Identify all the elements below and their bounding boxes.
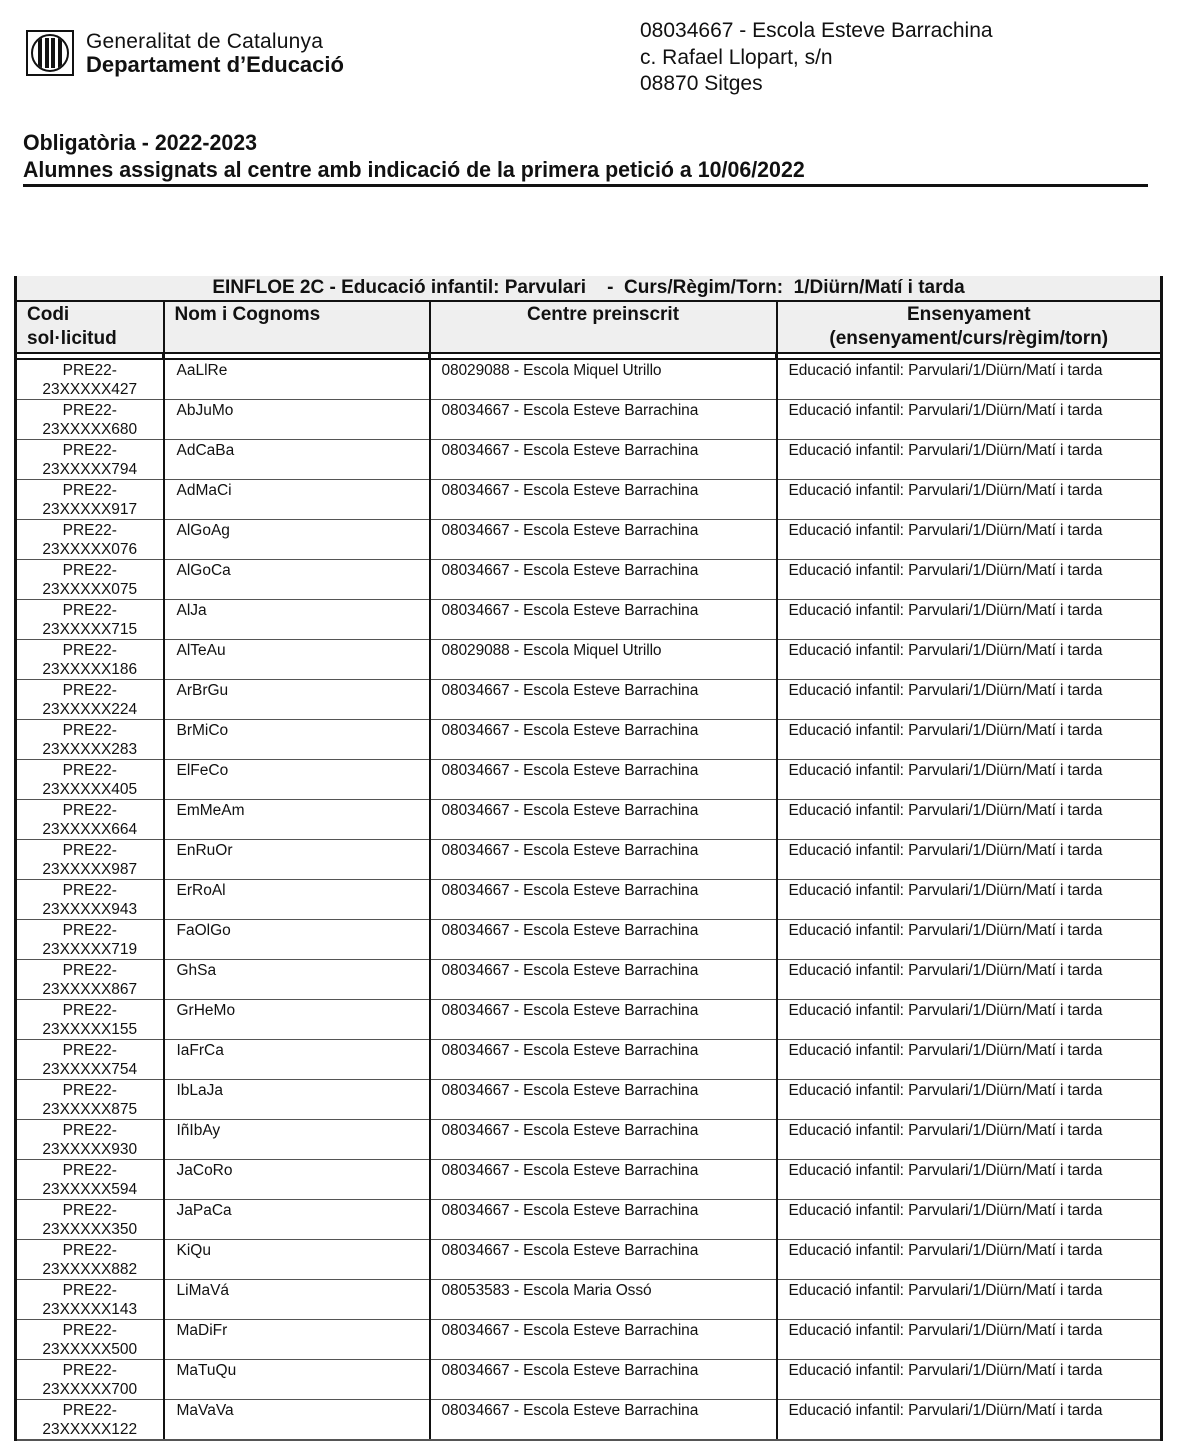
cell-centre <box>430 880 777 920</box>
centre-preinscrit: 08034667 - Escola Esteve Barrachina <box>441 1242 699 1259</box>
ensenyament: Educació infantil: Parvulari/1/Diürn/Matí i tarda <box>788 522 1103 539</box>
student-name: AdMaCi <box>176 482 232 499</box>
cell-centre <box>430 800 777 840</box>
ensenyament: Educació infantil: Parvulari/1/Diürn/Matí i tarda <box>788 842 1103 859</box>
ensenyament: Educació infantil: Parvulari/1/Diürn/Matí i tarda <box>788 762 1103 779</box>
table-banner: EINFLOE 2C - Educació infantil: Parvulari - Curs/Règim/Torn: 1/Diürn/Matí i tarda <box>16 276 1162 301</box>
student-name: FaOlGo <box>176 922 231 939</box>
column-header-ensenyament: Ensenyament (ensenyament/curs/règim/torn) <box>777 301 1162 353</box>
code-prefix: PRE22- <box>62 1082 117 1099</box>
cell-name <box>164 1040 430 1080</box>
centre-preinscrit: 08034667 - Escola Esteve Barrachina <box>441 922 699 939</box>
ensenyament: Educació infantil: Parvulari/1/Diürn/Matí i tarda <box>788 1122 1103 1139</box>
cell-centre <box>430 560 777 600</box>
school-name: 08034667 - Escola Esteve Barrachina <box>640 19 993 42</box>
ensenyament: Educació infantil: Parvulari/1/Diürn/Matí i tarda <box>788 1322 1103 1339</box>
code-prefix: PRE22- <box>62 722 117 739</box>
cell-code <box>16 1320 164 1360</box>
cell-code <box>16 1240 164 1280</box>
student-name: GrHeMo <box>176 1002 236 1019</box>
code-suffix: 23XXXXX719 <box>42 941 138 958</box>
centre-preinscrit: 08034667 - Escola Esteve Barrachina <box>441 722 699 739</box>
code-suffix: 23XXXXX987 <box>42 861 138 878</box>
table-row <box>16 1200 1162 1240</box>
centre-preinscrit: 08029088 - Escola Miquel Utrillo <box>441 642 662 659</box>
cell-centre <box>430 1280 777 1320</box>
student-name: MaDiFr <box>176 1322 228 1339</box>
cell-ensenyament <box>777 1240 1162 1280</box>
cell-ensenyament <box>777 920 1162 960</box>
document-titles <box>23 129 1148 187</box>
cell-centre <box>430 1320 777 1360</box>
student-name: KiQu <box>176 1242 211 1259</box>
cell-ensenyament <box>777 760 1162 800</box>
column-header-code: Codi sol·licitud <box>16 301 164 353</box>
cell-centre <box>430 1160 777 1200</box>
student-name: AlGoAg <box>176 522 230 539</box>
centre-preinscrit: 08053583 - Escola Maria Ossó <box>441 1282 652 1299</box>
cell-centre <box>430 640 777 680</box>
cell-name <box>164 720 430 760</box>
code-prefix: PRE22- <box>62 602 117 619</box>
centre-preinscrit: 08034667 - Escola Esteve Barrachina <box>441 882 699 899</box>
centre-preinscrit: 08034667 - Escola Esteve Barrachina <box>441 682 699 699</box>
cell-centre <box>430 1000 777 1040</box>
cell-name <box>164 800 430 840</box>
code-prefix: PRE22- <box>62 482 117 499</box>
ensenyament: Educació infantil: Parvulari/1/Diürn/Matí i tarda <box>788 1202 1103 1219</box>
student-name: AlGoCa <box>176 562 231 579</box>
code-prefix: PRE22- <box>62 1202 117 1219</box>
cell-code <box>16 840 164 880</box>
student-name: LiMaVá <box>176 1282 230 1299</box>
table-row <box>16 1240 1162 1280</box>
centre-preinscrit: 08034667 - Escola Esteve Barrachina <box>441 842 699 859</box>
cell-centre <box>430 600 777 640</box>
cell-code <box>16 800 164 840</box>
cell-centre <box>430 1040 777 1080</box>
cell-name <box>164 1320 430 1360</box>
centre-preinscrit: 08034667 - Escola Esteve Barrachina <box>441 562 699 579</box>
code-prefix: PRE22- <box>62 1242 117 1259</box>
code-prefix: PRE22- <box>62 1282 117 1299</box>
centre-preinscrit: 08034667 - Escola Esteve Barrachina <box>441 1402 699 1419</box>
code-suffix: 23XXXXX594 <box>42 1181 138 1198</box>
generalitat-logo <box>26 30 344 76</box>
cell-centre <box>430 720 777 760</box>
code-suffix: 23XXXXX700 <box>42 1381 138 1398</box>
cell-centre <box>430 1240 777 1280</box>
code-prefix: PRE22- <box>62 962 117 979</box>
centre-preinscrit: 08034667 - Escola Esteve Barrachina <box>441 1162 699 1179</box>
cell-centre <box>430 1200 777 1240</box>
code-suffix: 23XXXXX882 <box>42 1261 138 1278</box>
cell-name <box>164 1000 430 1040</box>
cell-centre <box>430 520 777 560</box>
cell-ensenyament <box>777 1160 1162 1200</box>
cell-code <box>16 760 164 800</box>
code-prefix: PRE22- <box>62 1042 117 1059</box>
student-name: AdCaBa <box>176 442 235 459</box>
ensenyament: Educació infantil: Parvulari/1/Diürn/Matí i tarda <box>788 1082 1103 1099</box>
table-row <box>16 1280 1162 1320</box>
ensenyament: Educació infantil: Parvulari/1/Diürn/Matí i tarda <box>788 1402 1103 1419</box>
centre-preinscrit: 08034667 - Escola Esteve Barrachina <box>441 402 699 419</box>
centre-preinscrit: 08029088 - Escola Miquel Utrillo <box>441 362 662 379</box>
cell-ensenyament <box>777 520 1162 560</box>
cell-centre <box>430 480 777 520</box>
ensenyament: Educació infantil: Parvulari/1/Diürn/Matí i tarda <box>788 482 1103 499</box>
student-name: JaPaCa <box>176 1202 232 1219</box>
cell-code <box>16 1200 164 1240</box>
cell-code <box>16 600 164 640</box>
students-table <box>14 276 1163 1441</box>
cell-ensenyament <box>777 1120 1162 1160</box>
cell-centre <box>430 1400 777 1441</box>
ensenyament: Educació infantil: Parvulari/1/Diürn/Matí i tarda <box>788 1282 1103 1299</box>
table-row <box>16 1080 1162 1120</box>
cell-ensenyament <box>777 359 1162 400</box>
ensenyament: Educació infantil: Parvulari/1/Diürn/Matí i tarda <box>788 722 1103 739</box>
cell-code <box>16 480 164 520</box>
code-prefix: PRE22- <box>62 682 117 699</box>
ensenyament: Educació infantil: Parvulari/1/Diürn/Matí i tarda <box>788 562 1103 579</box>
cell-name <box>164 680 430 720</box>
cell-code <box>16 1000 164 1040</box>
cell-name <box>164 400 430 440</box>
school-street: c. Rafael Llopart, s/n <box>640 45 833 69</box>
cell-name <box>164 440 430 480</box>
centre-preinscrit: 08034667 - Escola Esteve Barrachina <box>441 1122 699 1139</box>
logo-line2: Departament d’Educació <box>86 52 344 77</box>
table-row <box>16 400 1162 440</box>
cell-name <box>164 520 430 560</box>
cell-name <box>164 480 430 520</box>
cell-code <box>16 1280 164 1320</box>
code-suffix: 23XXXXX500 <box>42 1341 138 1358</box>
table-row <box>16 440 1162 480</box>
cell-ensenyament <box>777 480 1162 520</box>
student-name: EnRuOr <box>176 842 233 859</box>
cell-name <box>164 359 430 400</box>
code-suffix: 23XXXXX224 <box>42 701 138 718</box>
cell-name <box>164 1080 430 1120</box>
student-name: MaTuQu <box>176 1362 237 1379</box>
ensenyament: Educació infantil: Parvulari/1/Diürn/Matí i tarda <box>788 1242 1103 1259</box>
centre-preinscrit: 08034667 - Escola Esteve Barrachina <box>441 962 699 979</box>
ensenyament: Educació infantil: Parvulari/1/Diürn/Matí i tarda <box>788 962 1103 979</box>
table-row <box>16 920 1162 960</box>
centre-preinscrit: 08034667 - Escola Esteve Barrachina <box>441 482 699 499</box>
cell-code <box>16 400 164 440</box>
table-row <box>16 640 1162 680</box>
code-prefix: PRE22- <box>62 1002 117 1019</box>
table-row <box>16 760 1162 800</box>
ensenyament: Educació infantil: Parvulari/1/Diürn/Matí i tarda <box>788 1162 1103 1179</box>
code-suffix: 23XXXXX794 <box>42 461 138 478</box>
logo-line1: Generalitat de Catalunya <box>86 30 324 53</box>
ensenyament: Educació infantil: Parvulari/1/Diürn/Matí i tarda <box>788 882 1103 899</box>
code-suffix: 23XXXXX930 <box>42 1141 138 1158</box>
cell-ensenyament <box>777 680 1162 720</box>
code-prefix: PRE22- <box>62 402 117 419</box>
centre-preinscrit: 08034667 - Escola Esteve Barrachina <box>441 522 699 539</box>
student-name: ElFeCo <box>176 762 229 779</box>
cell-name <box>164 1280 430 1320</box>
student-name: MaVaVa <box>176 1402 234 1419</box>
cell-ensenyament <box>777 1200 1162 1240</box>
cell-ensenyament <box>777 1000 1162 1040</box>
code-suffix: 23XXXXX917 <box>42 501 138 518</box>
school-city: 08870 Sitges <box>640 72 763 95</box>
cell-code <box>16 359 164 400</box>
code-suffix: 23XXXXX427 <box>42 381 138 398</box>
code-prefix: PRE22- <box>62 922 117 939</box>
cell-name <box>164 1360 430 1400</box>
table-row <box>16 560 1162 600</box>
ensenyament: Educació infantil: Parvulari/1/Diürn/Matí i tarda <box>788 682 1103 699</box>
code-prefix: PRE22- <box>62 1122 117 1139</box>
code-prefix: PRE22- <box>62 762 117 779</box>
code-prefix: PRE22- <box>62 1322 117 1339</box>
code-prefix: PRE22- <box>62 442 117 459</box>
ensenyament: Educació infantil: Parvulari/1/Diürn/Matí i tarda <box>788 602 1103 619</box>
student-name: ErRoAl <box>176 882 226 899</box>
centre-preinscrit: 08034667 - Escola Esteve Barrachina <box>441 762 699 779</box>
cell-ensenyament <box>777 960 1162 1000</box>
table-row <box>16 680 1162 720</box>
code-suffix: 23XXXXX664 <box>42 821 138 838</box>
table-row <box>16 800 1162 840</box>
table-row <box>16 1000 1162 1040</box>
ensenyament: Educació infantil: Parvulari/1/Diürn/Matí i tarda <box>788 802 1103 819</box>
cell-name <box>164 1200 430 1240</box>
student-name: EmMeAm <box>176 802 245 819</box>
code-suffix: 23XXXXX155 <box>42 1021 138 1038</box>
cell-ensenyament <box>777 600 1162 640</box>
cell-code <box>16 880 164 920</box>
cell-name <box>164 600 430 640</box>
code-prefix: PRE22- <box>62 1402 117 1419</box>
cell-code <box>16 1400 164 1441</box>
code-suffix: 23XXXXX186 <box>42 661 138 678</box>
ensenyament: Educació infantil: Parvulari/1/Diürn/Matí i tarda <box>788 442 1103 459</box>
cell-centre <box>430 400 777 440</box>
centre-preinscrit: 08034667 - Escola Esteve Barrachina <box>441 1042 699 1059</box>
table-row <box>16 1160 1162 1200</box>
table-row <box>16 1400 1162 1441</box>
cell-code <box>16 960 164 1000</box>
cell-ensenyament <box>777 1280 1162 1320</box>
code-prefix: PRE22- <box>62 842 117 859</box>
cell-centre <box>430 960 777 1000</box>
code-suffix: 23XXXXX867 <box>42 981 138 998</box>
ensenyament: Educació infantil: Parvulari/1/Diürn/Matí i tarda <box>788 402 1103 419</box>
cell-ensenyament <box>777 1400 1162 1441</box>
table-row <box>16 359 1162 400</box>
cell-ensenyament <box>777 1040 1162 1080</box>
cell-code <box>16 1160 164 1200</box>
cell-centre <box>430 1080 777 1120</box>
centre-preinscrit: 08034667 - Escola Esteve Barrachina <box>441 602 699 619</box>
code-prefix: PRE22- <box>62 1362 117 1379</box>
code-prefix: PRE22- <box>62 802 117 819</box>
code-prefix: PRE22- <box>62 362 117 379</box>
cell-name <box>164 560 430 600</box>
table-body <box>16 359 1162 1440</box>
cell-code <box>16 520 164 560</box>
student-name: IbLaJa <box>176 1082 224 1099</box>
column-header-name: Nom i Cognoms <box>164 301 430 353</box>
student-name: IñIbAy <box>176 1122 221 1139</box>
cell-code <box>16 920 164 960</box>
student-name: AaLlRe <box>176 362 228 379</box>
code-suffix: 23XXXXX143 <box>42 1301 138 1318</box>
table-row <box>16 480 1162 520</box>
code-suffix: 23XXXXX715 <box>42 621 138 638</box>
ensenyament: Educació infantil: Parvulari/1/Diürn/Matí i tarda <box>788 1002 1103 1019</box>
school-address <box>640 18 993 98</box>
centre-preinscrit: 08034667 - Escola Esteve Barrachina <box>441 1002 699 1019</box>
column-header-centre: Centre preinscrit <box>430 301 777 353</box>
cell-centre <box>430 359 777 400</box>
cell-ensenyament <box>777 720 1162 760</box>
table-row <box>16 880 1162 920</box>
table-row <box>16 1040 1162 1080</box>
ensenyament: Educació infantil: Parvulari/1/Diürn/Matí i tarda <box>788 1362 1103 1379</box>
cell-name <box>164 1120 430 1160</box>
code-suffix: 23XXXXX122 <box>42 1421 138 1438</box>
cell-code <box>16 1120 164 1160</box>
cell-name <box>164 840 430 880</box>
student-name: BrMiCo <box>176 722 229 739</box>
table-row <box>16 1120 1162 1160</box>
centre-preinscrit: 08034667 - Escola Esteve Barrachina <box>441 1202 699 1219</box>
code-suffix: 23XXXXX875 <box>42 1101 138 1118</box>
table-row <box>16 600 1162 640</box>
cell-code <box>16 560 164 600</box>
cell-name <box>164 1400 430 1441</box>
cell-ensenyament <box>777 1080 1162 1120</box>
cell-ensenyament <box>777 400 1162 440</box>
code-prefix: PRE22- <box>62 642 117 659</box>
table-row <box>16 720 1162 760</box>
centre-preinscrit: 08034667 - Escola Esteve Barrachina <box>441 1362 699 1379</box>
cell-name <box>164 640 430 680</box>
code-suffix: 23XXXXX076 <box>42 541 138 558</box>
cell-ensenyament <box>777 840 1162 880</box>
cell-centre <box>430 1120 777 1160</box>
cell-name <box>164 880 430 920</box>
centre-preinscrit: 08034667 - Escola Esteve Barrachina <box>441 1322 699 1339</box>
code-prefix: PRE22- <box>62 562 117 579</box>
code-suffix: 23XXXXX350 <box>42 1221 138 1238</box>
cell-code <box>16 1080 164 1120</box>
table-row <box>16 520 1162 560</box>
cell-name <box>164 920 430 960</box>
cell-name <box>164 960 430 1000</box>
cell-centre <box>430 1360 777 1400</box>
document-subtitle: Alumnes assignats al centre amb indicació de la primera petició a 10/06/2022 <box>23 157 805 182</box>
cell-ensenyament <box>777 1320 1162 1360</box>
ensenyament: Educació infantil: Parvulari/1/Diürn/Matí i tarda <box>788 1042 1103 1059</box>
table-row <box>16 840 1162 880</box>
code-suffix: 23XXXXX405 <box>42 781 138 798</box>
cell-ensenyament <box>777 1360 1162 1400</box>
document-title: Obligatòria - 2022-2023 <box>23 130 258 155</box>
code-prefix: PRE22- <box>62 522 117 539</box>
centre-preinscrit: 08034667 - Escola Esteve Barrachina <box>441 802 699 819</box>
catalan-seal-icon <box>26 30 74 76</box>
cell-code <box>16 720 164 760</box>
cell-ensenyament <box>777 800 1162 840</box>
code-suffix: 23XXXXX283 <box>42 741 138 758</box>
student-name: GhSa <box>176 962 217 979</box>
ensenyament: Educació infantil: Parvulari/1/Diürn/Matí i tarda <box>788 642 1103 659</box>
cell-centre <box>430 840 777 880</box>
cell-code <box>16 1040 164 1080</box>
cell-ensenyament <box>777 560 1162 600</box>
cell-centre <box>430 760 777 800</box>
cell-name <box>164 1160 430 1200</box>
code-suffix: 23XXXXX680 <box>42 421 138 438</box>
ensenyament: Educació infantil: Parvulari/1/Diürn/Matí i tarda <box>788 362 1103 379</box>
table-row <box>16 1320 1162 1360</box>
cell-ensenyament <box>777 440 1162 480</box>
cell-name <box>164 1240 430 1280</box>
cell-centre <box>430 680 777 720</box>
table-row <box>16 1360 1162 1400</box>
student-name: AlJa <box>176 602 207 619</box>
student-name: IaFrCa <box>176 1042 224 1059</box>
cell-ensenyament <box>777 640 1162 680</box>
cell-code <box>16 640 164 680</box>
ensenyament: Educació infantil: Parvulari/1/Diürn/Matí i tarda <box>788 922 1103 939</box>
cell-ensenyament <box>777 880 1162 920</box>
cell-name <box>164 760 430 800</box>
code-suffix: 23XXXXX943 <box>42 901 138 918</box>
cell-code <box>16 440 164 480</box>
code-suffix: 23XXXXX075 <box>42 581 138 598</box>
student-name: ArBrGu <box>176 682 229 699</box>
code-suffix: 23XXXXX754 <box>42 1061 138 1078</box>
centre-preinscrit: 08034667 - Escola Esteve Barrachina <box>441 1082 699 1099</box>
cell-code <box>16 1360 164 1400</box>
cell-centre <box>430 920 777 960</box>
student-name: AbJuMo <box>176 402 234 419</box>
student-name: JaCoRo <box>176 1162 233 1179</box>
student-name: AlTeAu <box>176 642 226 659</box>
cell-code <box>16 680 164 720</box>
centre-preinscrit: 08034667 - Escola Esteve Barrachina <box>441 442 699 459</box>
code-prefix: PRE22- <box>62 882 117 899</box>
cell-centre <box>430 440 777 480</box>
code-prefix: PRE22- <box>62 1162 117 1179</box>
table-row <box>16 960 1162 1000</box>
